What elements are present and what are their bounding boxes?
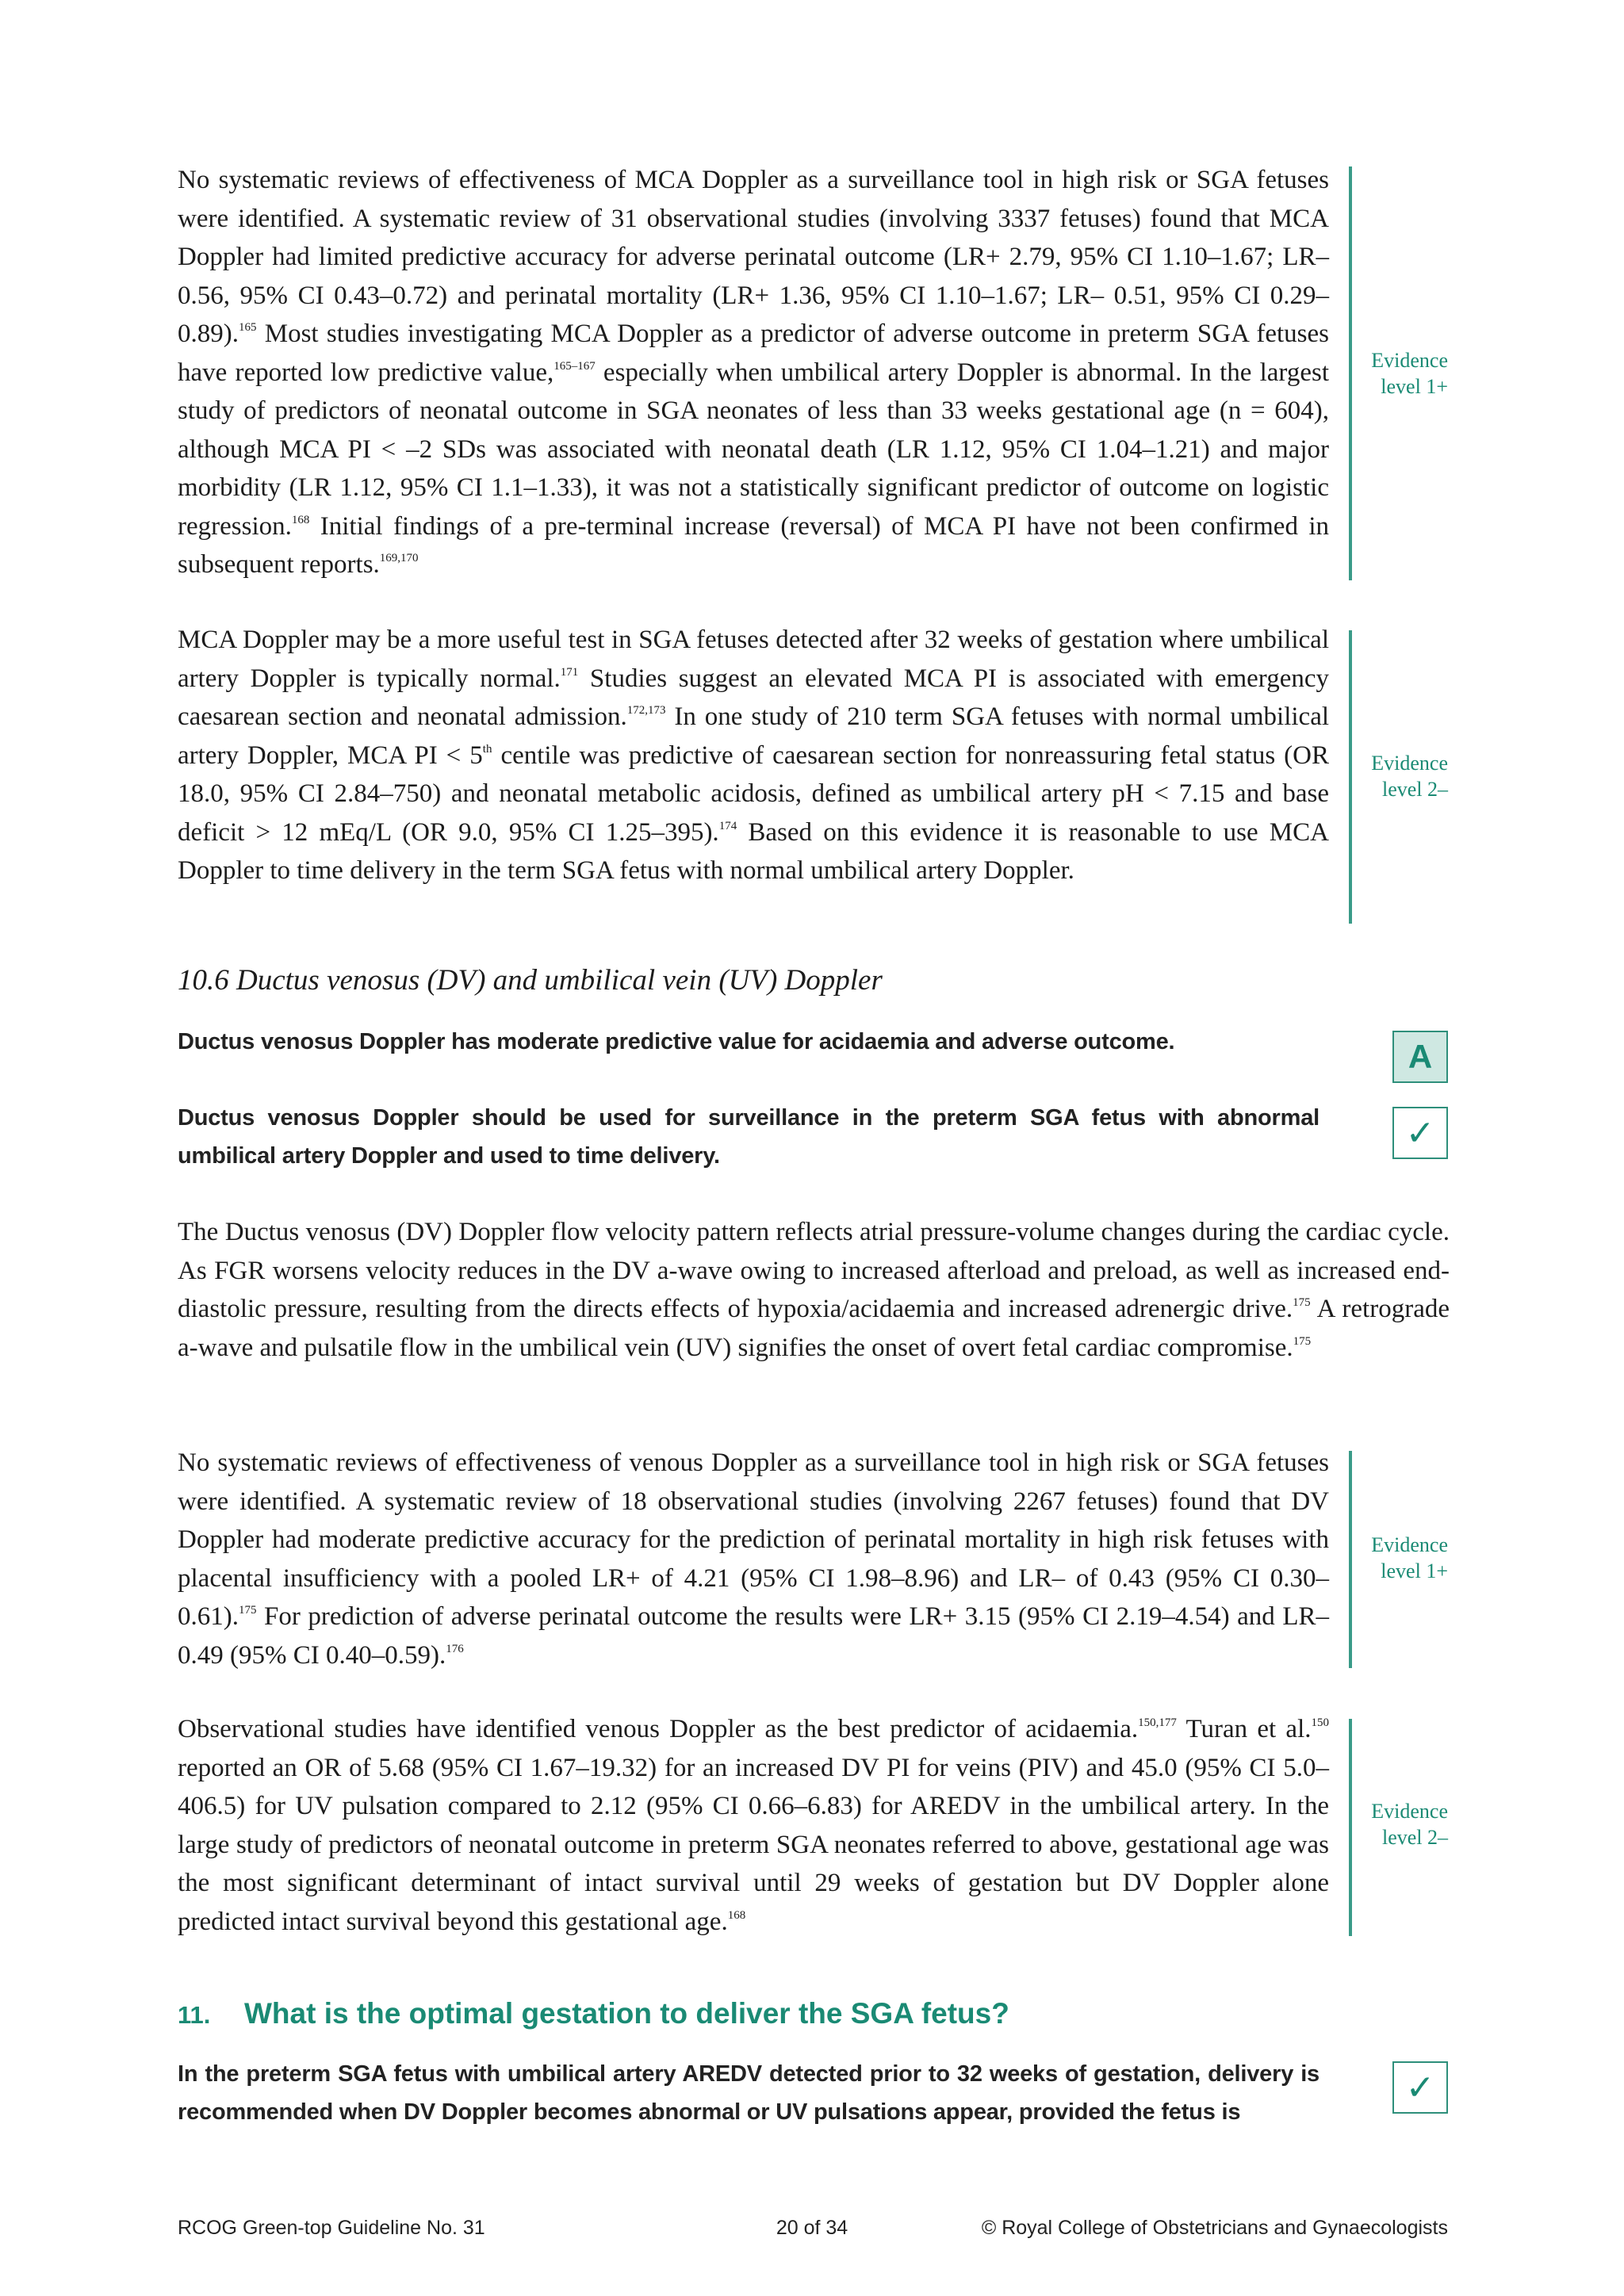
grade-a-box: A	[1392, 1031, 1448, 1083]
paragraph-venous-acidaemia: Observational studies have identified venous Doppler as the best predictor of acidaemia.$^{150,177}$ Turan et al.$^{150}$ reported an OR of 5.68 (95% CI 1.67–19.32) for an increased DV PI for veins (PIV) and 45.0 (95% CI 5.0–406.5) for UV pulsation compared to 2.12 (95% CI 0.66–6.83) for AREDV in the umbilical artery. In the large study of predictors of neonatal outcome in preterm SGA neonates referred to above, gestational age was the most significant determinant of intact survival until 29 weeks of gestation but DV Doppler alone predicted intact survival beyond this gestational age.$^{168}$	[178, 1715, 1329, 1936]
evidence-level-label: Evidence level 2–	[1371, 1800, 1448, 1849]
section-heading-10-6: 10.6 Ductus venosus (DV) and umbilical vein (UV) Doppler	[178, 964, 883, 997]
section-heading-11	[178, 1995, 1367, 2034]
good-practice-check-icon: ✓	[1392, 2061, 1448, 2114]
footer-guideline-name: RCOG Green-top Guideline No. 31	[178, 2217, 485, 2239]
reference: 176	[446, 1642, 464, 1655]
evidence-level-label: Evidence level 1+	[1371, 1533, 1448, 1582]
paragraph-venous-review: No systematic reviews of effectiveness of venous Doppler as a surveillance tool in high risk or SGA fetuses were identified. A systematic review of 18 observational studies (involving 2267 fetuses) found that DV Doppler had moderate predictive accuracy for the prediction of perinatal mortality in high risk fetuses with placental insufficiency with a pooled LR+ of 4.21 (95% CI 1.98–8.96) and LR– of 0.43 (95% CI 0.30–0.61).$^{175}$ For prediction of adverse perinatal outcome the results were LR+ 3.15 (95% CI 2.19–4.54) and LR– 0.49 (95% CI 0.40–0.59).$^{176}$	[178, 1448, 1329, 1670]
paragraph-mca-term: MCA Doppler may be a more useful test in SGA fetuses detected after 32 weeks of gestation where umbilical artery Doppler is typically normal.$^{171}$ Studies suggest an elevated MCA PI is associated with emergency caesarean section and neonatal admission.$^{172,173}$ In one study of 210 term SGA fetuses with normal umbilical artery Doppler, MCA PI < 5th centile was predictive of caesarean section for nonreassuring fetal status (OR 18.0, 95% CI 2.84–750) and neonatal metabolic acidosis, defined as umbilical artery pH < 7.15 and base deficit > 12 mEq/L (OR 9.0, 95% CI 1.25–395).$^{174}$ Based on this evidence it is reasonable to use MCA Doppler to time delivery in the term SGA fetus with normal umbilical artery Doppler.	[178, 626, 1330, 885]
evidence-bar	[1349, 1719, 1352, 1936]
reference: 171	[560, 665, 579, 679]
recommendation-text: Ductus venosus Doppler should be used for surveillance in the preterm SGA fetus with abnormal umbilical artery Doppler and used to time delivery.	[178, 1105, 1320, 1169]
reference: 175	[1293, 1334, 1312, 1348]
evidence-bar	[1349, 166, 1352, 580]
reference: 174	[718, 819, 737, 832]
section-number: 11.	[178, 2001, 211, 2029]
reference: 165	[239, 321, 257, 334]
paragraph-dv-physiology: The Ductus venosus (DV) Doppler flow velocity pattern reflects atrial pressure-volume changes during the cardiac cycle. As FGR worsens velocity reduces in the DV a-wave owing to increased afterload and preload, as well as increased end-diastolic pressure, resulting from the directs effects of hypoxia/acidaemia and increased adrenergic drive.$^{175}$ A retrograde a-wave and pulsatile flow in the umbilical vein (UV) signifies the onset of overt fetal cardiac compromise.$^{175}$	[178, 1218, 1450, 1362]
evidence-bar	[1349, 630, 1352, 924]
paragraph-mca-review: No systematic reviews of effectiveness of MCA Doppler as a surveillance tool in high risk or SGA fetuses were identified. A systematic review of 31 observational studies (involving 3337 fetuses) found that MCA Doppler had limited predictive accuracy for adverse perinatal outcome (LR+ 2.79, 95% CI 1.10–1.67; LR– 0.56, 95% CI 0.43–0.72) and perinatal mortality (LR+ 1.36, 95% CI 1.10–1.67; LR– 0.51, 95% CI 0.29–0.89).$^{165}$ Most studies investigating MCA Doppler as a predictor of adverse outcome in preterm SGA fetuses have reported low predictive value,$^{165-167}$ especially when umbilical artery Doppler is abnormal. In the largest study of predictors of neonatal outcome in SGA neonates of less than 33 weeks gestational age (n = 604), although MCA PI < –2 SDs was associated with neonatal death (LR 1.12, 95% CI 1.04–1.21) and major morbidity (LR 1.12, 95% CI 1.1–1.33), it was not a statistically significant predictor of outcome on logistic regression.$^{168}$ Initial findings of a pre-terminal increase (reversal) of MCA PI have not been confirmed in subsequent reports.$^{169,170}$	[178, 166, 1329, 579]
reference: 175	[1293, 1296, 1311, 1309]
evidence-bar	[1349, 1451, 1352, 1668]
footer-copyright: © Royal College of Obstetricians and Gynaecologists	[981, 2217, 1448, 2239]
superscript: th	[482, 742, 492, 756]
footer-page-number: 20 of 34	[776, 2217, 848, 2239]
reference: 168	[291, 513, 310, 526]
section-title: What is the optimal gestation to deliver the SGA fetus?	[244, 1997, 1009, 2030]
reference: 169,170	[379, 552, 419, 564]
recommendation-text: In the preterm SGA fetus with umbilical artery AREDV detected prior to 32 weeks of gestation, delivery is recommended when DV Doppler becomes abnormal or UV pulsations appear, provided the fetus is	[178, 2061, 1320, 2125]
reference: 150,177	[1138, 1716, 1177, 1729]
reference: 150	[1311, 1716, 1329, 1729]
reference: 172,173	[626, 704, 666, 717]
recommendation-text: Ductus venosus Doppler has moderate predictive value for acidaemia and adverse outcome.	[178, 1029, 1175, 1054]
reference: 165–167	[553, 359, 596, 373]
reference: 175	[239, 1604, 257, 1617]
evidence-level-label: Evidence level 1+	[1371, 349, 1448, 398]
evidence-level-label: Evidence level 2–	[1371, 752, 1448, 801]
reference: 168	[727, 1908, 746, 1922]
good-practice-check-icon: ✓	[1392, 1107, 1448, 1159]
